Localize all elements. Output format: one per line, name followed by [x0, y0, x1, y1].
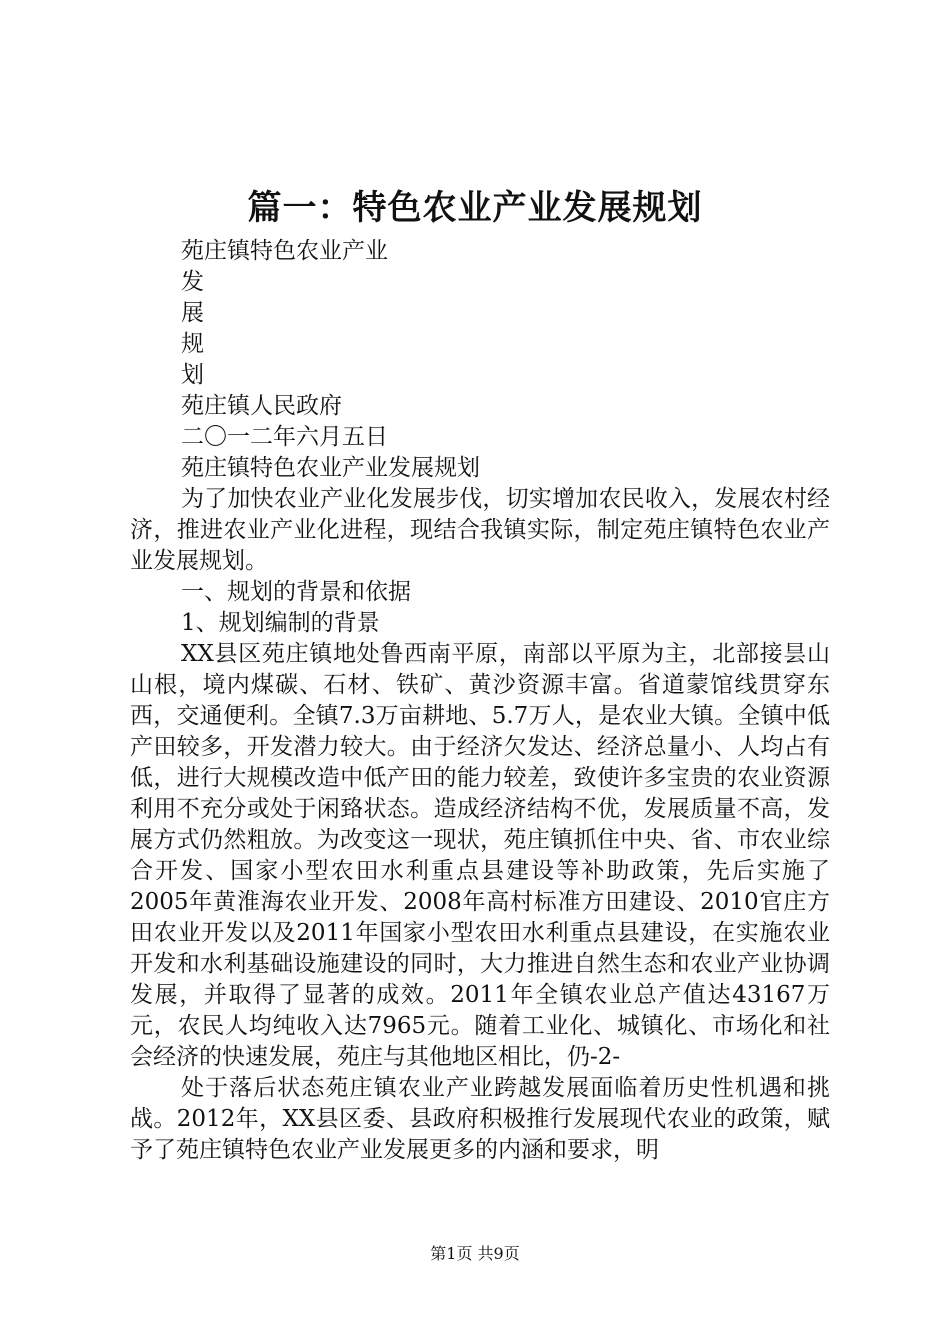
cover-line: 苑庄镇特色农业产业发展规划	[181, 455, 480, 481]
subsection-heading: 1、规划编制的背景	[181, 610, 380, 636]
background-paragraph: XX县区苑庄镇地处鲁西南平原，南部以平原为主，北部接昙山山根，境内煤碳、石材、铁矿、黄沙资源丰富。省道蒙馆线贯穿东西，交通便利。全镇7.3万亩耕地、5.7万人，是农业大镇。全镇中低产田较多，开发潜力较大。由于经济欠发达、经济总量小、人均占有低，进行大规模改造中低产田的能力较差，致使许多宝贵的农业资源利用不充分或处于闲臵状态。造成经济结构不优，发展质量不高，发展方式仍然粗放。为改变这一现状，苑庄镇抓住中央、省、市农业综合开发、国家小型农田水利重点县建设等补助政策，先后实施了2005年黄淮海农业开发、2008年高村标准方田建设、2010官庄方田农业开发以及2011年国家小型农田水利重点县建设，在实施农业开发和水利基础设施建设的同时，大力推进自然生态和农业产业协调发展，并取得了显著的成效。2011年全镇农业总产值达43167万元，农民人均纯收入达7965元。随着工业化、城镇化、市场化和社会经济的快速发展，苑庄与其他地区相比，仍-2-	[130, 641, 830, 1070]
cover-line: 规	[181, 331, 204, 357]
cover-line: 展	[181, 300, 204, 326]
continuation-paragraph: 处于落后状态苑庄镇农业产业跨越发展面临着历史性机遇和挑战。2012年，XX县区委、县政府积极推行发展现代农业的政策，赋予了苑庄镇特色农业产业发展更多的内涵和要求，明	[130, 1075, 830, 1163]
cover-line: 发	[181, 269, 204, 295]
page-title: 篇一：特色农业产业发展规划	[247, 188, 703, 228]
section-heading: 一、规划的背景和依据	[181, 579, 411, 605]
cover-line: 苑庄镇人民政府	[181, 393, 342, 419]
intro-paragraph: 为了加快农业产业化发展步伐，切实增加农民收入，发展农村经济，推进农业产业化进程，现结合我镇实际，制定苑庄镇特色农业产业发展规划。	[130, 486, 830, 574]
page-footer: 第1页 共9页	[430, 1244, 520, 1263]
cover-line: 苑庄镇特色农业产业	[181, 238, 388, 264]
cover-line: 二〇一二年六月五日	[181, 424, 388, 450]
cover-line: 划	[181, 362, 204, 388]
document-body	[130, 236, 830, 1166]
